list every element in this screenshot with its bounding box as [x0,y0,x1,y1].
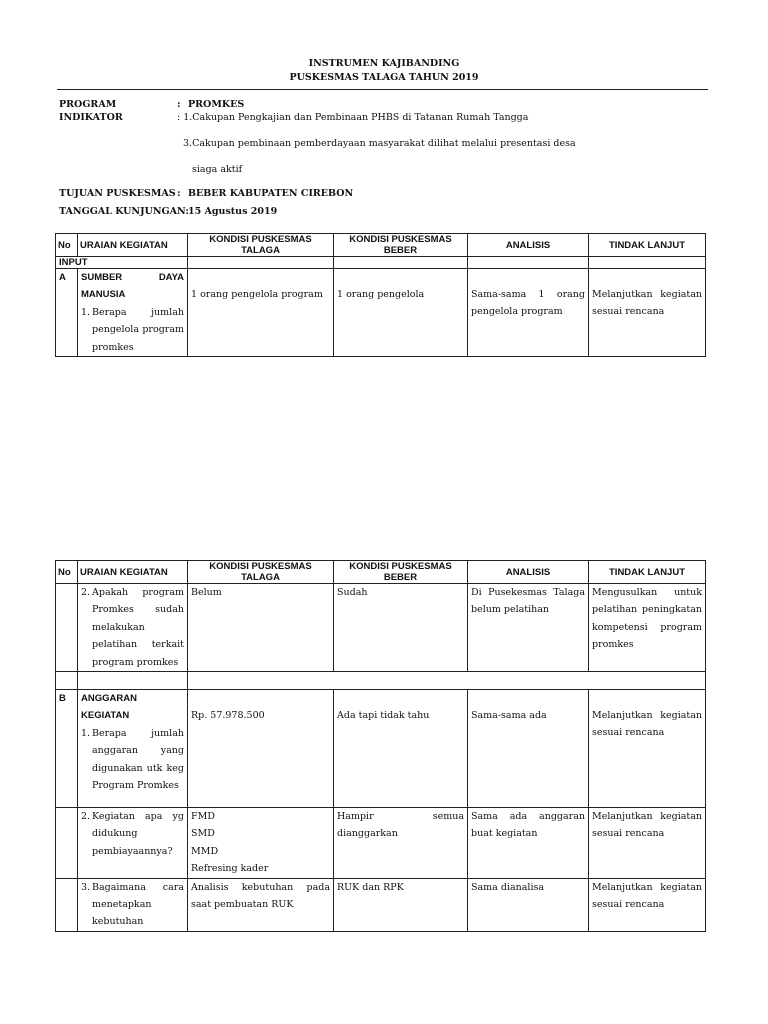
talaga-cell: FMD SMD MMD Refresing kader [188,808,334,879]
tanggal-label: TANGGAL KUNJUNGAN: [59,206,189,217]
col-header-uraian: URAIAN KEGIATAN [78,234,188,257]
col-header-uraian: URAIAN KEGIATAN [78,561,188,584]
analisis-cell: Sama-sama 1 orang pengelola program [468,269,589,357]
tanggal-value: 15 Agustus 2019 [188,206,278,217]
tindak-cell: Melanjutkan kegiatan sesuai rencana [589,269,706,357]
col-header-no: No [56,234,78,257]
tujuan-label: TUJUAN PUSKESMAS [59,188,176,199]
uraian-cell: 2. Kegiatan apa yg didukung pembiayaannya? [78,808,188,879]
beber-cell: RUK dan RPK [334,878,468,931]
indikator-line-1: : 1.Cakupan Pengkajian dan Pembinaan PHBS di Tatanan Rumah Tangga [177,112,529,123]
col-header-analisis: ANALISIS [468,561,589,584]
col-header-analisis: ANALISIS [468,234,589,257]
analisis-cell: Sama ada anggaran buat kegiatan [468,808,589,879]
program-value: PROMKES [188,99,245,110]
table-input [55,233,706,357]
analisis-cell: Di Pusekesmas Talaga belum pelatihan [468,584,589,672]
spacer-row [56,672,706,690]
col-header-kondisi-talaga: KONDISI PUSKESMAS TALAGA [188,234,334,257]
table-row [56,269,706,357]
talaga-cell: Analisis kebutuhan pada saat pembuatan RUK [188,878,334,931]
col-header-kondisi-beber: KONDISI PUSKESMAS BEBER [334,561,468,584]
col-header-tindak: TINDAK LANJUT [589,561,706,584]
uraian-cell: 2. Apakah program Promkes sudah melakukan pelatihan terkait program promkes [78,584,188,672]
beber-cell: Sudah [334,584,468,672]
section-no-b: B [56,690,78,808]
indikator-label: INDIKATOR [59,112,123,123]
tindak-cell: Melanjutkan kegiatan sesuai rencana [589,690,706,808]
tujuan-value: BEBER KABUPATEN CIREBON [188,188,354,199]
tindak-cell: Mengusulkan untuk pelatihan peningkatan kompetensi program promkes [589,584,706,672]
table-continued [55,560,706,932]
input-label: INPUT [56,257,188,269]
input-section-row [56,257,706,269]
document-subtitle: PUSKESMAS TALAGA TAHUN 2019 [289,72,479,83]
col-header-kondisi-talaga: KONDISI PUSKESMAS TALAGA [188,561,334,584]
header-rule [57,89,708,90]
beber-cell: 1 orang pengelola [334,269,468,357]
talaga-cell: Rp. 57.978.500 [188,690,334,808]
table-header-row [56,234,706,257]
table-row [56,878,706,931]
analisis-cell: Sama-sama ada [468,690,589,808]
talaga-cell: Belum [188,584,334,672]
uraian-cell: SUMBER DAYA MANUSIA 1. Berapa jumlah pengelola program promkes [78,269,188,357]
table-row [56,584,706,672]
tujuan-separator: : [177,188,181,199]
uraian-cell: 3. Bagaimana cara menetapkan kebutuhan [78,878,188,931]
analisis-cell: Sama dianalisa [468,878,589,931]
uraian-cell: ANGGARAN KEGIATAN 1. Berapa jumlah anggaran yang digunakan utk keg Program Promkes [78,690,188,808]
program-separator: : [177,99,181,110]
col-header-tindak: TINDAK LANJUT [589,234,706,257]
tindak-cell: Melanjutkan kegiatan sesuai rencana [589,878,706,931]
col-header-kondisi-beber: KONDISI PUSKESMAS BEBER [334,234,468,257]
indikator-line-3: siaga aktif [192,164,243,175]
table-row [56,808,706,879]
indikator-line-2: 3.Cakupan pembinaan pemberdayaan masyarakat dilihat melalui presentasi desa [183,138,576,149]
tindak-cell: Melanjutkan kegiatan sesuai rencana [589,808,706,879]
document-title: INSTRUMEN KAJIBANDING [308,58,460,69]
beber-cell: Ada tapi tidak tahu [334,690,468,808]
beber-cell: Hampir semua dianggarkan [334,808,468,879]
program-label: PROGRAM [59,99,117,110]
table-header-row [56,561,706,584]
col-header-no: No [56,561,78,584]
section-no-a: A [56,269,78,357]
talaga-cell: 1 orang pengelola program [188,269,334,357]
table-row [56,690,706,808]
